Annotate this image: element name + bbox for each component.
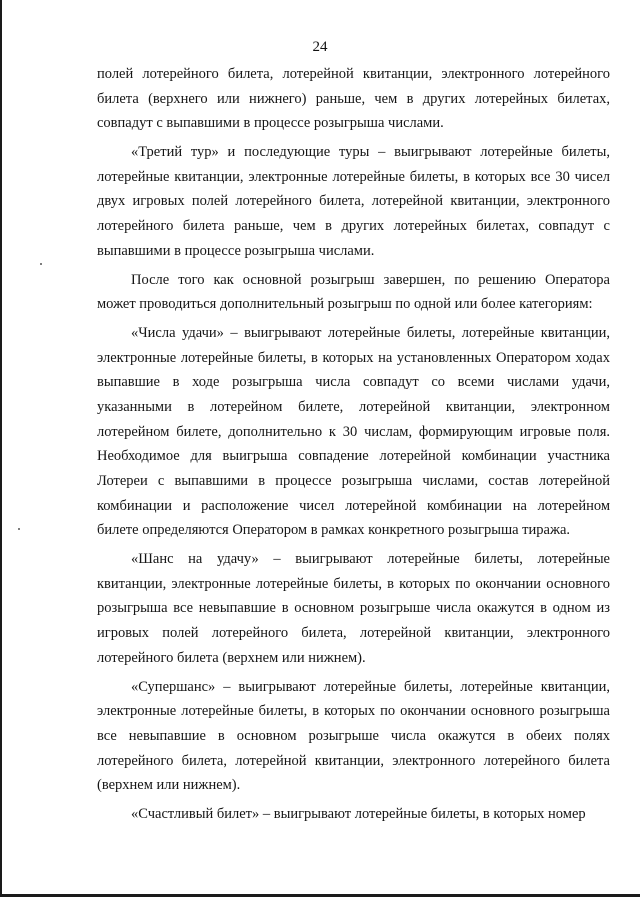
- text-line: (верхнем или нижнем).: [97, 777, 241, 794]
- text-line: совпадут с выпавшими в процессе розыгрыша числами.: [97, 115, 444, 132]
- text-line: комбинации и расположение чисел лотерейной комбинации на лотерейном: [97, 497, 610, 514]
- text-line: «Шанс на удачу» – выигрывают лотерейные билеты, лотерейные: [131, 551, 610, 568]
- paragraph: [97, 62, 610, 136]
- text-line: все невыпавшие в основном розыгрыше числа окажутся в обеих полях: [97, 727, 610, 744]
- text-line: «Супершанс» – выигрывают лотерейные билеты, лотерейные квитанции,: [131, 678, 610, 695]
- text-line: может проводиться дополнительный розыгрыш по одной или более категориям:: [97, 296, 593, 313]
- document-body: [97, 62, 610, 827]
- text-line: лотерейного билета (верхнем или нижнем).: [97, 649, 366, 666]
- paragraph: [97, 675, 610, 798]
- text-line: выпавшие в ходе розыгрыша числа совпадут со всеми числами удачи,: [97, 374, 610, 391]
- paragraph: [97, 140, 610, 263]
- paragraph: [97, 802, 610, 827]
- scan-speck: [18, 528, 20, 530]
- text-line: выпавшими в процессе розыгрыша числами.: [97, 242, 375, 259]
- text-line: билете определяются Оператором в рамках конкретного розыгрыша тиража.: [97, 522, 571, 539]
- scan-left-edge: [0, 0, 2, 897]
- scan-speck: [40, 263, 42, 265]
- paragraph: [97, 547, 610, 670]
- text-line: игровых полей лотерейного билета, лотерейной квитанции, электронного: [97, 625, 610, 642]
- text-line: «Числа удачи» – выигрывают лотерейные билеты, лотерейные квитанции,: [131, 324, 610, 341]
- text-line: Лотереи с выпавшими в процессе розыгрыша числами, состав лотерейной: [97, 473, 610, 489]
- text-line: электронные лотерейные билеты, в которых на установленных Оператором ходах: [97, 349, 610, 366]
- text-line: полей лотерейного билета, лотерейной квитанции, электронного лотерейного: [97, 66, 610, 82]
- text-line: лотерейного билета, лотерейной квитанции, электронного лотерейного билета: [97, 752, 610, 769]
- text-line: Необходимое для выигрыша совпадение лотерейной комбинации участника: [97, 448, 610, 465]
- paragraph: [97, 268, 610, 317]
- text-line: розыгрыша все невыпавшие в основном розыгрыше числа окажутся в одном из: [97, 600, 610, 617]
- text-line: После того как основной розыгрыш завершен, по решению Оператора: [131, 271, 610, 288]
- page-number: 24: [312, 39, 328, 55]
- text-line: двух игровых полей лотерейного билета, лотерейной квитанции, электронного: [97, 193, 610, 210]
- text-line: «Счастливый билет» – выигрывают лотерейные билеты, в которых номер: [131, 805, 586, 822]
- text-line: «Третий тур» и последующие туры – выигрывают лотерейные билеты,: [131, 144, 610, 161]
- paragraph: [97, 321, 610, 543]
- text-line: лотерейного билета раньше, чем в других лотерейных билетах, совпадут с: [97, 218, 610, 235]
- text-line: билета (верхнего или нижнего) раньше, чем в других лотерейных билетах,: [97, 90, 610, 107]
- text-line: квитанции, электронные лотерейные билеты, в которых по окончании основного: [97, 575, 610, 592]
- text-line: указанными в лотерейном билете, лотерейной квитанции, электронном: [97, 398, 610, 415]
- text-line: лотерейные квитанции, электронные лотерейные билеты, в которых все 30 чисел: [97, 168, 610, 185]
- text-line: электронные лотерейные билеты, в которых по окончании основного розыгрыша: [97, 703, 610, 720]
- text-line: лотерейном билете, дополнительно к 30 числам, формирующим игровые поля.: [97, 423, 610, 440]
